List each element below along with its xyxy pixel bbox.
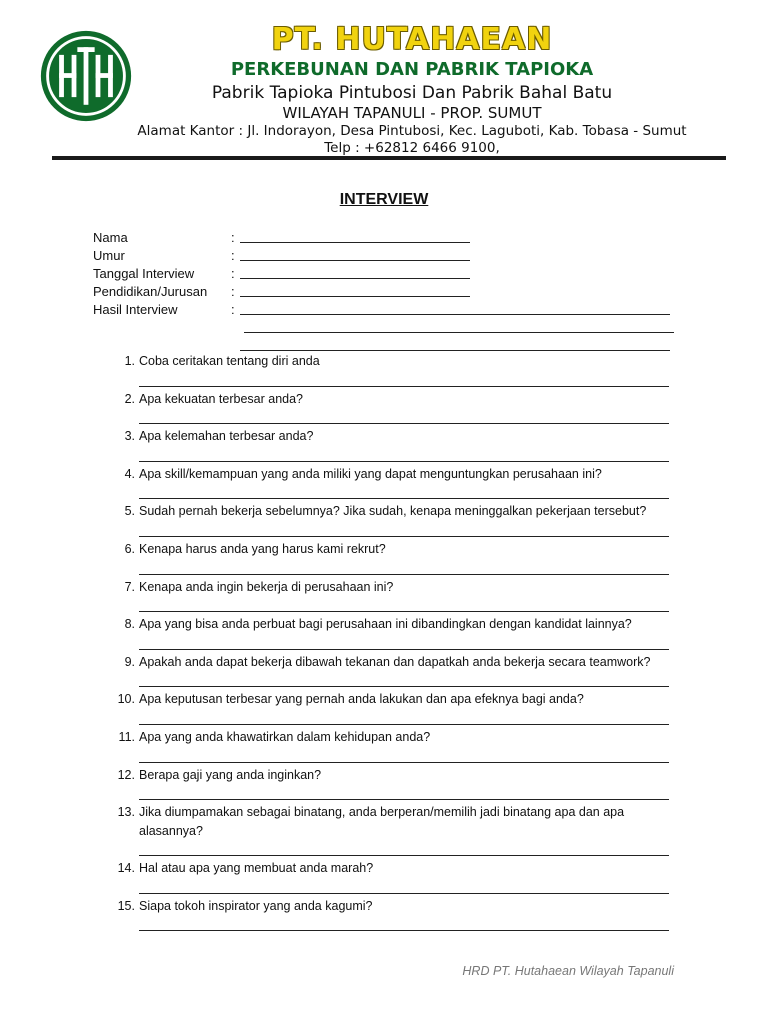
field-blank-line[interactable] (240, 242, 470, 243)
field-colon: : (231, 266, 235, 281)
answer-line[interactable] (139, 386, 669, 387)
hasil-blank-line-2[interactable] (244, 332, 674, 333)
question-number: 2. (124, 391, 135, 406)
question-text: Jika diumpamakan sebagai binatang, anda berperan/memilih jadi binatang apa dan apa alasannya? (139, 805, 625, 839)
question-number: 6. (124, 541, 135, 556)
question-number: 12. (117, 767, 135, 782)
answer-line[interactable] (139, 686, 669, 687)
candidate-fields (93, 229, 693, 319)
question-number: 4. (124, 466, 135, 481)
question-number: 5. (124, 504, 135, 519)
region-line: WILAYAH TAPANULI - PROP. SUMUT (282, 104, 542, 122)
question-number: 15. (117, 898, 135, 913)
field-colon: : (231, 284, 235, 299)
question-number: 8. (124, 617, 135, 632)
question-item (113, 502, 683, 540)
question-item (113, 615, 683, 653)
answer-line[interactable] (139, 649, 669, 650)
question-text: Sudah pernah bekerja sebelumnya? Jika sudah, kenapa meninggalkan pekerjaan tersebut? (139, 504, 647, 519)
field-tanggal-interview (93, 265, 693, 283)
field-blank-line[interactable] (240, 260, 470, 261)
question-text: Hal atau apa yang membuat anda marah? (139, 861, 374, 876)
address-line: Alamat Kantor : Jl. Indorayon, Desa Pintubosi, Kec. Laguboti, Kab. Tobasa - Sumut (137, 123, 687, 139)
answer-line[interactable] (139, 611, 669, 612)
question-item (113, 578, 683, 616)
field-label: Umur (93, 248, 125, 263)
field-umur (93, 247, 693, 265)
question-text: Apa yang anda khawatirkan dalam kehidupan anda? (139, 729, 431, 744)
answer-line[interactable] (139, 724, 669, 725)
field-label: Nama (93, 230, 128, 245)
question-text: Kenapa harus anda yang harus kami rekrut? (139, 541, 386, 556)
answer-line[interactable] (139, 930, 669, 931)
answer-line[interactable] (139, 855, 669, 856)
letterhead-rule (52, 156, 726, 160)
question-text: Berapa gaji yang anda inginkan? (139, 767, 322, 782)
question-number: 9. (124, 654, 135, 669)
question-text: Apakah anda dapat bekerja dibawah tekanan dan dapatkah anda bekerja secara teamwork? (139, 654, 651, 669)
company-name: PT. HUTAHAEAN (271, 22, 553, 57)
question-text: Coba ceritakan tentang diri anda (139, 354, 320, 368)
form-title: INTERVIEW (339, 191, 429, 208)
question-item (113, 465, 683, 503)
question-text: Apa yang bisa anda perbuat bagi perusahaan ini dibandingkan dengan kandidat lainnya? (139, 617, 632, 632)
field-blank-line[interactable] (240, 296, 470, 297)
question-number: 13. (117, 805, 135, 820)
question-text: Kenapa anda ingin bekerja di perusahaan ini? (139, 579, 394, 594)
field-nama (93, 229, 693, 247)
question-item (113, 653, 683, 691)
answer-line[interactable] (139, 574, 669, 575)
question-item (113, 728, 683, 766)
answer-line[interactable] (139, 762, 669, 763)
footer-note: HRD PT. Hutahaean Wilayah Tapanuli (462, 964, 674, 978)
question-item (113, 803, 683, 859)
question-text: Apa keputusan terbesar yang pernah anda lakukan dan apa efeknya bagi anda? (139, 692, 584, 707)
field-hasil-interview (93, 301, 693, 319)
field-label: Pendidikan/Jurusan (93, 284, 208, 299)
answer-line[interactable] (139, 423, 669, 424)
question-list (113, 352, 683, 934)
field-pendidikan-jurusan (93, 283, 693, 301)
hasil-blank-line-3[interactable] (240, 350, 670, 351)
question-text: Apa kekuatan terbesar anda? (139, 391, 304, 406)
field-blank-line[interactable] (240, 314, 670, 315)
company-subtitle: PERKEBUNAN DAN PABRIK TAPIOKA (230, 59, 594, 80)
letterhead (112, 22, 712, 157)
answer-line[interactable] (139, 893, 669, 894)
question-item (113, 897, 683, 935)
question-number: 11. (118, 729, 135, 744)
question-item (113, 690, 683, 728)
question-text: Siapa tokoh inspirator yang anda kagumi? (139, 898, 373, 913)
answer-line[interactable] (139, 799, 669, 800)
field-blank-line[interactable] (240, 278, 470, 279)
question-item (113, 427, 683, 465)
field-label: Hasil Interview (93, 302, 178, 317)
question-item (113, 390, 683, 428)
field-colon: : (231, 302, 235, 317)
field-label: Tanggal Interview (93, 266, 195, 281)
answer-line[interactable] (139, 461, 669, 462)
phone-line: Telp : +62812 6466 9100, (324, 140, 500, 156)
question-item (113, 540, 683, 578)
factory-line: Pabrik Tapioka Pintubosi Dan Pabrik Bahal Batu (211, 83, 613, 103)
question-number: 10. (117, 692, 135, 707)
question-item (113, 859, 683, 897)
answer-line[interactable] (139, 536, 669, 537)
field-colon: : (231, 230, 235, 245)
question-number: 7. (124, 579, 135, 594)
field-colon: : (231, 248, 235, 263)
answer-line[interactable] (139, 498, 669, 499)
question-item (113, 352, 683, 390)
question-item (113, 766, 683, 804)
question-text: Apa kelemahan terbesar anda? (139, 429, 314, 444)
question-number: 3. (124, 429, 135, 444)
question-number: 1. (124, 354, 135, 368)
question-text: Apa skill/kemampuan yang anda miliki yang dapat menguntungkan perusahaan ini? (139, 466, 602, 481)
question-number: 14. (117, 861, 135, 876)
